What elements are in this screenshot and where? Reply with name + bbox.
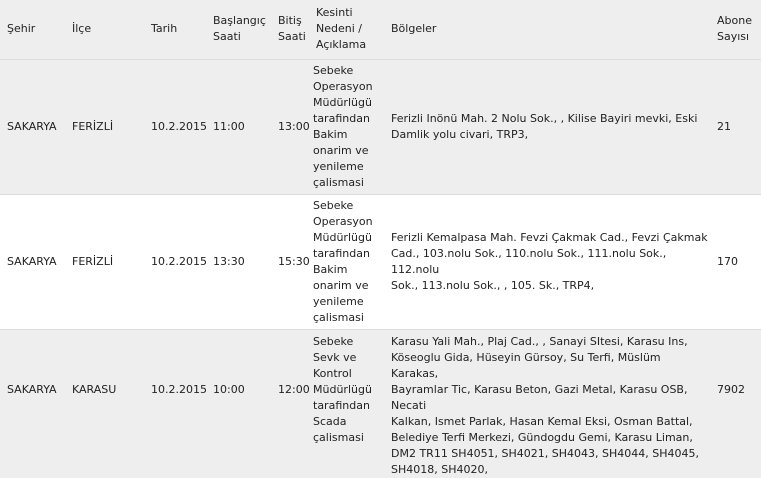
cell-regions: Ferizli Inönü Mah. 2 Nolu Sok., , Kilise Bayiri mevki, Eski Damlik yolu civari, TRP3, [384, 59, 710, 194]
cell-start-time: 10:00 [206, 329, 271, 478]
cell-reason: Sebeke Operasyon Müdürlügü tarafindan Bakim onarim ve yenileme çalismasi [309, 194, 384, 329]
cell-regions: Ferizli Kemalpasa Mah. Fevzi Çakmak Cad., Fevzi Çakmak Cad., 103.nolu Sok., 110.nolu Sok., 111.nolu Sok., 112.nolu Sok., 113.nolu Sok., , 105. Sk., TRP4, [384, 194, 710, 329]
header-regions[interactable]: Bölgeler [384, 0, 710, 59]
cell-end-time: 13:00 [271, 59, 309, 194]
cell-subscribers: 7902 [710, 329, 761, 478]
header-start-time[interactable]: Başlangıç Saati [206, 0, 271, 59]
cell-district: FERİZLİ [65, 59, 144, 194]
cell-subscribers: 21 [710, 59, 761, 194]
table-row [0, 329, 761, 478]
cell-reason: Sebeke Operasyon Müdürlügü tarafindan Bakim onarim ve yenileme çalismasi [309, 59, 384, 194]
cell-start-time: 13:30 [206, 194, 271, 329]
cell-start-time: 11:00 [206, 59, 271, 194]
header-row [0, 0, 761, 59]
cell-end-time: 12:00 [271, 329, 309, 478]
cell-regions: Karasu Yali Mah., Plaj Cad., , Sanayi SItesi, Karasu Ins, Köseoglu Gida, Hüseyin Gürsoy, Su Terfi, Müslüm Karakas, Bayramlar Tic, Karasu Beton, Gazi Metal, Karasu OSB, Necati Kalkan, Ismet Parlak, Hasan Kemal Eksi, Osman Battal, Belediye Terfi Merkezi, Gündogdu Gemi, Karasu Liman, DM2 TR11 SH4051, SH4021, SH4043, SH4044, SH4045, SH4018, SH4020, [384, 329, 710, 478]
header-subscribers[interactable]: Abone Sayısı [710, 0, 761, 59]
header-reason[interactable]: Kesinti Nedeni / Açıklama [309, 0, 384, 59]
cell-date: 10.2.2015 [144, 329, 206, 478]
header-district[interactable]: İlçe [65, 0, 144, 59]
header-end-time[interactable]: Bitiş Saati [271, 0, 309, 59]
table-row [0, 59, 761, 194]
table-row [0, 194, 761, 329]
cell-district: FERİZLİ [65, 194, 144, 329]
cell-date: 10.2.2015 [144, 59, 206, 194]
cell-district: KARASU [65, 329, 144, 478]
cell-date: 10.2.2015 [144, 194, 206, 329]
cell-city: SAKARYA [0, 194, 65, 329]
header-date[interactable]: Tarih [144, 0, 206, 59]
cell-city: SAKARYA [0, 329, 65, 478]
header-city[interactable]: Şehir [0, 0, 65, 59]
cell-end-time: 15:30 [271, 194, 309, 329]
cell-reason: Sebeke Sevk ve Kontrol Müdürlügü tarafindan Scada çalismasi [309, 329, 384, 478]
cell-city: SAKARYA [0, 59, 65, 194]
cell-subscribers: 170 [710, 194, 761, 329]
